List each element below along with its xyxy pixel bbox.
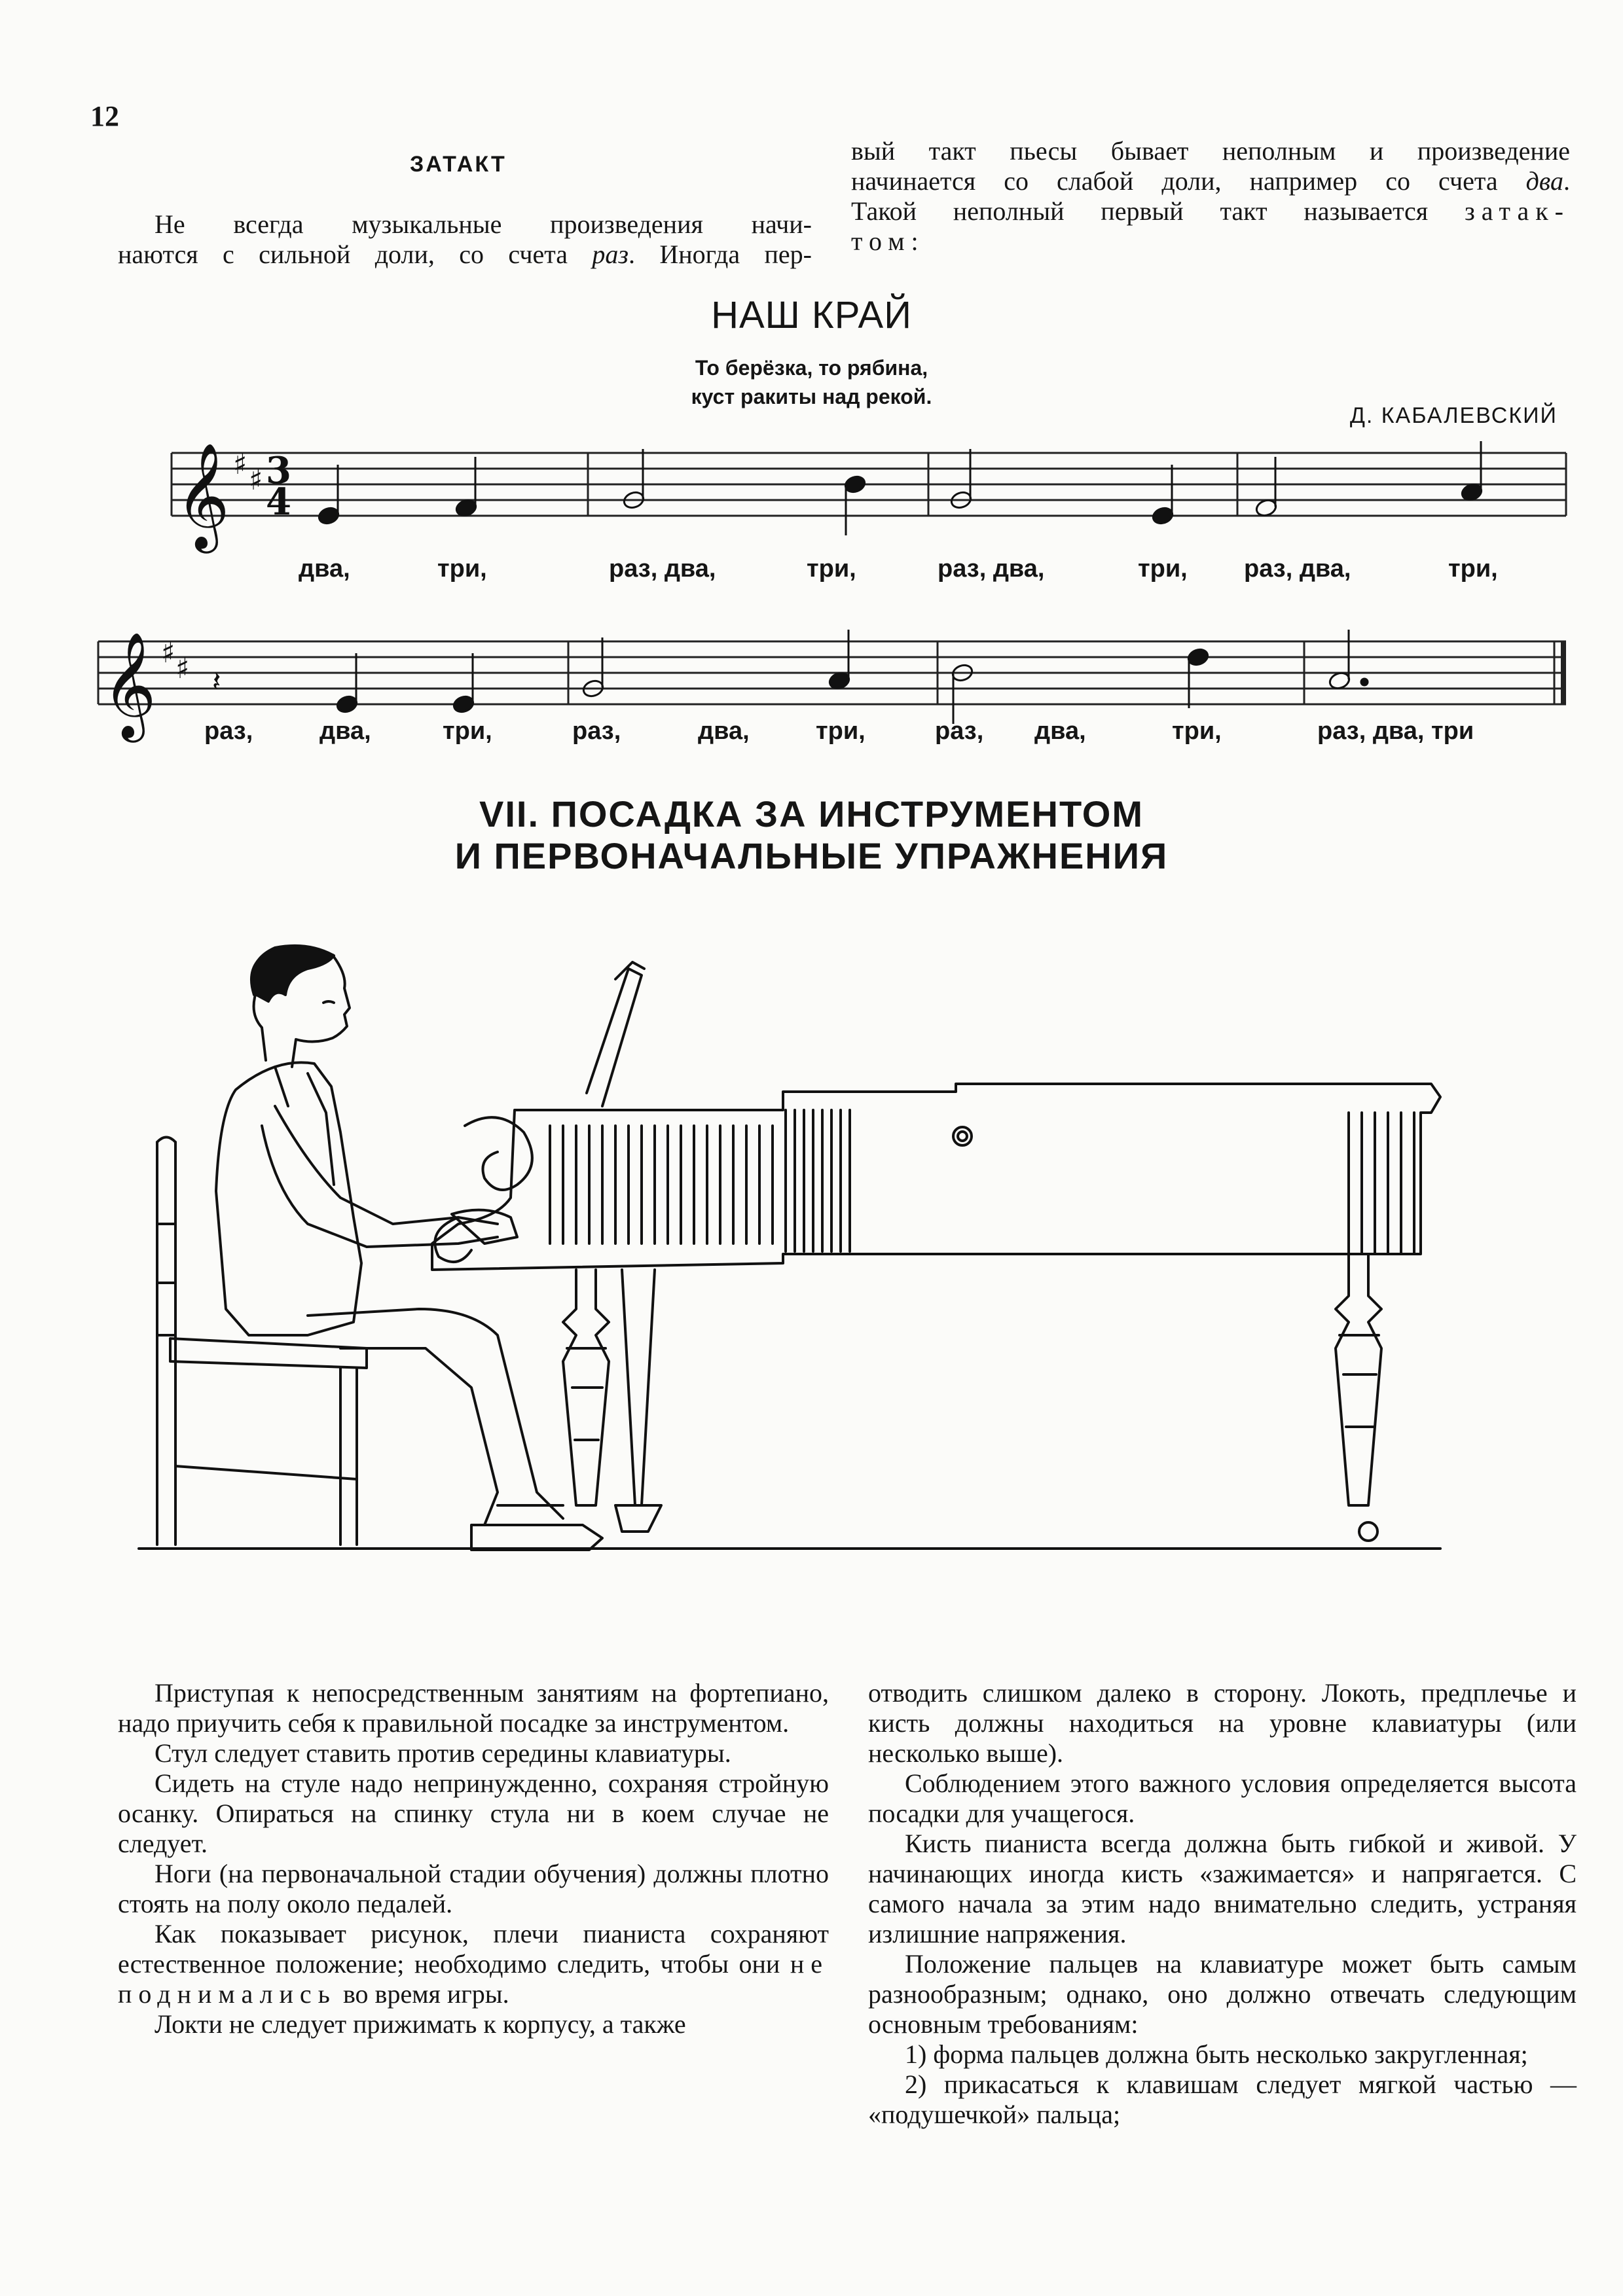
chair-icon	[157, 1138, 367, 1545]
body-paragraph: Локти не следует прижимать к корпусу, а также	[155, 2009, 686, 2039]
zatakt-left-line2b: . Иногда пер-	[628, 240, 812, 269]
time-signature-top: 3	[266, 449, 291, 492]
composer-name: Д. КАБАЛЕВСКИЙ	[1349, 403, 1558, 428]
lyric-syllable: раз, два, три	[1317, 717, 1474, 745]
body-paragraph	[118, 1919, 829, 2009]
quarter-rest-icon: 𝄽	[212, 665, 221, 698]
grand-piano-icon	[432, 1084, 1440, 1541]
lyric-syllable: раз, два,	[609, 555, 716, 583]
zatakt-left-line2a: наются с сильной доли, со счета	[118, 240, 593, 269]
lyric-syllable: три,	[816, 717, 866, 745]
lyric-syllable: два,	[698, 717, 750, 745]
body-paragraph: 2) прикасаться к клавишам следует мягкой частью — «подушечкой» пальца;	[868, 2070, 1577, 2129]
section-title	[0, 793, 1623, 877]
zatakt-right-line4: том:	[851, 226, 925, 256]
body-left-column	[118, 1678, 829, 2039]
body-text: во время игры.	[336, 1979, 509, 2009]
zatakt-right-line2-italic: два	[1525, 166, 1563, 196]
zatakt-left-line2-italic: раз	[592, 240, 629, 269]
body-paragraph: Положение пальцев на клавиатуре может быть самым разнообразным; однако, оно должно отвечать следующим основным требованиям:	[868, 1949, 1577, 2039]
body-spaced-text: не поднимались	[118, 1949, 829, 2009]
lyric-syllable: три,	[1138, 555, 1188, 583]
body-right-column	[868, 1678, 1577, 2130]
lyric-syllable: три,	[437, 555, 487, 583]
lyric-syllable: три,	[443, 717, 492, 745]
song-title: НАШ КРАЙ	[711, 294, 912, 336]
lyric-syllable: раз,	[935, 717, 984, 745]
lyric-syllable: два,	[299, 555, 350, 583]
epigraph-line-2: куст ракиты над рекой.	[691, 385, 932, 408]
page-number: 12	[90, 100, 119, 132]
body-paragraph: Соблюдением этого важного условия определяется высота посадки для учащегося.	[868, 1768, 1577, 1828]
lyric-syllable: два,	[319, 717, 371, 745]
treble-clef-icon: 𝄞	[102, 632, 156, 738]
notes-line-2	[335, 630, 1368, 724]
lyric-syllable: раз, два,	[938, 555, 1045, 583]
sharp-icon: ♯	[175, 652, 190, 685]
zatakt-left-line1: Не всегда музыкальные произведения начи-	[155, 209, 812, 239]
zatakt-heading: ЗАТАКТ	[410, 152, 507, 177]
body-paragraph: Стул следует ставить против середины клавиатуры.	[155, 1738, 731, 1768]
lyric-syllable: два,	[1034, 717, 1086, 745]
section-title-line-2: И ПЕРВОНАЧАЛЬНЫЕ УПРАЖНЕНИЯ	[454, 835, 1169, 876]
zatakt-right-line2a: начинается со слабой доли, например со счета	[851, 166, 1526, 196]
section-title-line-1: VII. ПОСАДКА ЗА ИНСТРУМЕНТОМ	[479, 793, 1144, 834]
zatakt-right-paragraph: вый такт пьесы бывает неполным и произведение начинается со слабой доли, например со счета два. Такой неполный первый такт называется затак- том:	[851, 136, 1570, 256]
body-paragraph: 1) форма пальцев должна быть несколько закругленная;	[905, 2039, 1528, 2069]
song-epigraph	[0, 353, 1623, 411]
lyric-syllable: три,	[1172, 717, 1222, 745]
music-stand-icon	[587, 962, 644, 1106]
lyric-syllable: раз,	[204, 717, 253, 745]
lyric-syllable: раз,	[572, 717, 621, 745]
body-paragraph: Кисть пианиста всегда должна быть гибкой и живой. У начинающих иногда кисть «зажимается» и напрягается. С самого начала за этим надо внимательно следить, устраняя излишние напряжения.	[868, 1829, 1577, 1948]
epigraph-line-1: То берёзка, то рябина,	[695, 356, 928, 380]
zatakt-right-line1: вый такт пьесы бывает неполным и произведение	[851, 136, 1570, 166]
treble-clef-icon: 𝄞	[175, 442, 230, 549]
body-paragraph: Приступая к непосредственным занятиям на фортепиано, надо приучить себя к правильной посадке за инструментом.	[118, 1678, 829, 1738]
sharp-icon: ♯	[233, 448, 247, 481]
lyric-syllable: три,	[1448, 555, 1498, 583]
zatakt-right-line3-spaced: затак-	[1465, 196, 1570, 226]
body-text: Как показывает рисунок, плечи пианиста сохраняют естественное положение; необходимо следить, чтобы они	[118, 1919, 829, 1979]
pianist-illustration	[0, 916, 1623, 1571]
notes-line-1	[317, 441, 1484, 535]
body-paragraph: Сидеть на стуле надо непринужденно, сохраняя стройную осанку. Опираться на спинку стула ни в коем случае не следует.	[118, 1768, 829, 1858]
lyric-syllable: три,	[807, 555, 856, 583]
body-paragraph: Ноги (на первоначальной стадии обучения) должны плотно стоять на полу около педалей.	[118, 1859, 829, 1918]
lyric-syllable: раз, два,	[1244, 555, 1351, 583]
sharp-icon: ♯	[249, 463, 263, 497]
sharp-icon: ♯	[161, 636, 175, 670]
time-signature-bottom: 4	[266, 480, 291, 524]
music-staff-1	[0, 419, 1623, 576]
zatakt-right-line3a: Такой неполный первый такт называется	[851, 196, 1465, 226]
pianist-figure	[216, 946, 602, 1550]
body-paragraph: отводить слишком далеко в сторону. Локоть, предплечье и кисть должны находиться на уровне клавиатуры (или несколько выше).	[868, 1678, 1577, 1768]
zatakt-left-paragraph	[118, 209, 812, 270]
